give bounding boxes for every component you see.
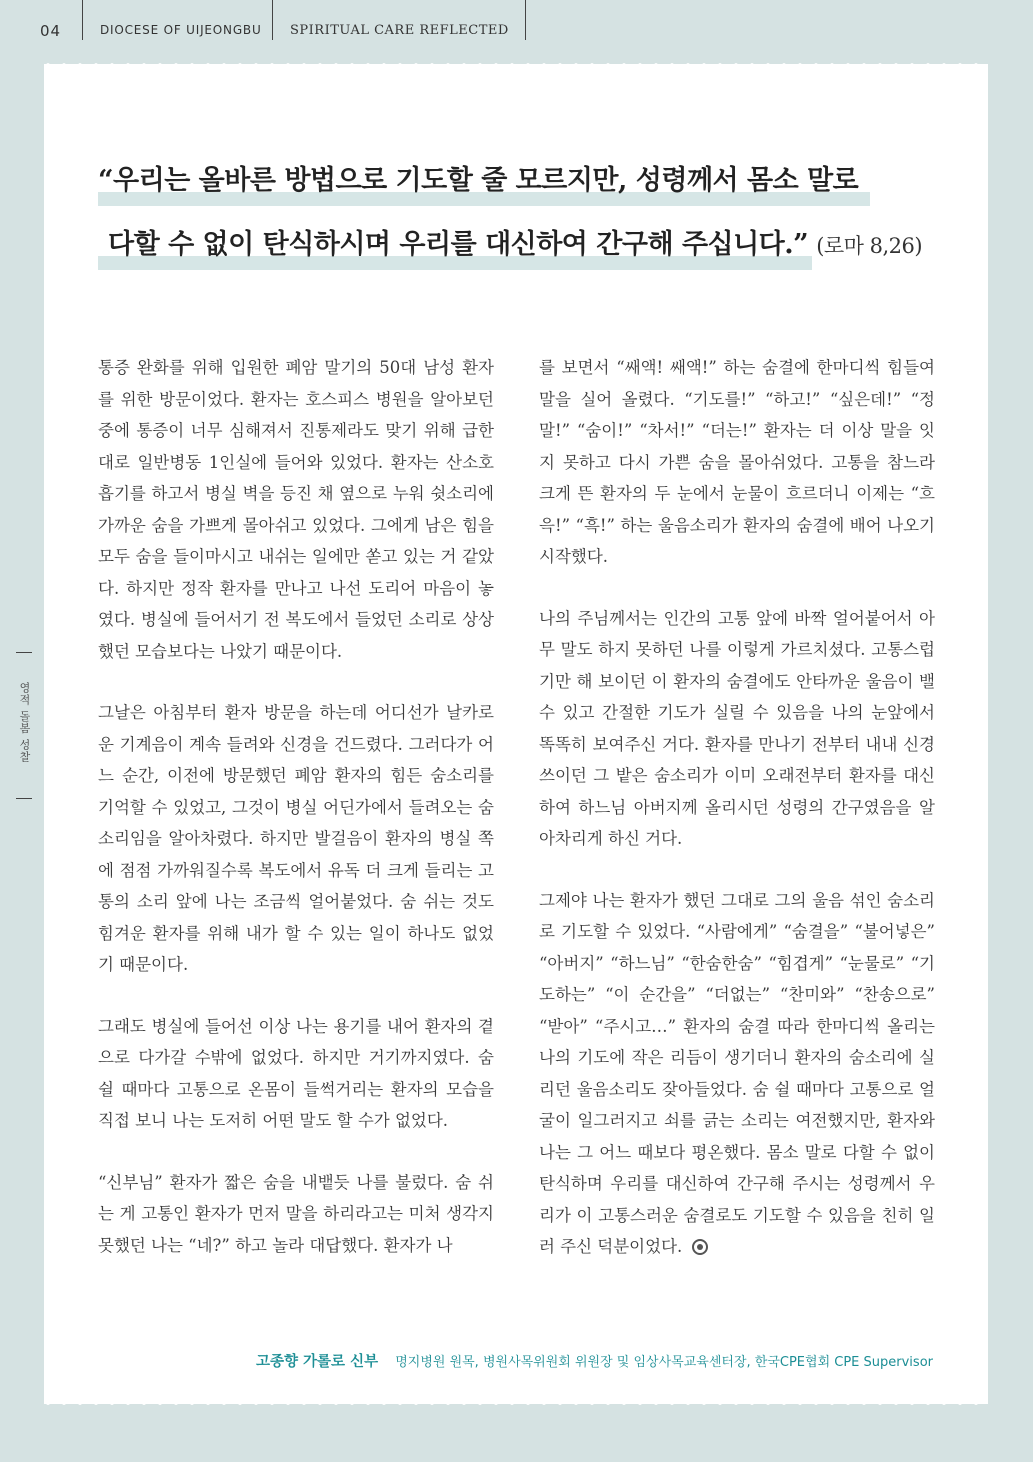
header-divider bbox=[272, 0, 273, 40]
paragraph: 통증 완화를 위해 입원한 폐암 말기의 50대 남성 환자를 위한 방문이었다. 환자는 호스피스 병원을 알아보던 중에 통증이 너무 심해져서 진통제라도 맞기 위해 급한 대로 일반병동 1인실에 들어와 있었다. 환자는 산소호흡기를 하고서 병실 벽을 등진 채 옆으로 누워 쉿소리에 가까운 숨을 가쁘게 몰아쉬고 있었다. 그에게 남은 힘을 모두 숨을 들이마시고 내쉬는 일에만 쏟고 있는 거 같았다. 하지만 정작 환자를 만나고 나선 도리어 마음이 놓였다. 병실에 들어서기 전 복도에서 들었던 소리로 상상했던 모습보다는 나았기 때문이다. bbox=[98, 358, 494, 661]
quote-line-2 bbox=[98, 216, 958, 274]
quote-reference: (로마 8,26) bbox=[816, 234, 923, 258]
author-byline bbox=[256, 1350, 933, 1371]
paper-edge-bottom bbox=[44, 1400, 988, 1410]
side-label-text: 영적 돌봄 성찰 bbox=[18, 682, 31, 763]
scripture-quote bbox=[98, 152, 958, 280]
quote-line-1 bbox=[98, 152, 958, 210]
paragraph: 그날은 아침부터 환자 방문을 하는데 어디선가 날카로운 기계음이 계속 들려와 신경을 건드렸다. 그러다가 어느 순간, 이전에 방문했던 폐암 환자의 힘든 숨소리를 기억할 수 있었고, 그것이 병실 어딘가에서 들려오는 숨소리임을 알아차렸다. 하지만 발걸음이 환자의 병실 쪽에 점점 가까워질수록 복도에서 유독 더 크게 들리는 고통의 소리 앞에 나는 조금씩 얼어붙었다. 숨 쉬는 것도 힘겨운 환자를 위해 내가 할 수 있는 일이 하나도 없었기 때문이다. bbox=[98, 703, 494, 974]
paper-edge-top bbox=[44, 58, 988, 68]
quote-text-2: 다할 수 없이 탄식하시며 우리를 대신하여 간구해 주십니다.” bbox=[108, 229, 809, 260]
side-divider bbox=[16, 652, 32, 653]
publication-name: DIOCESE OF UIJEONGBU bbox=[100, 23, 262, 37]
paragraph-last bbox=[539, 885, 935, 1263]
end-mark-icon bbox=[692, 1239, 708, 1255]
quote-text-1: “우리는 올바른 방법으로 기도할 줄 모르지만, 성령께서 몸소 말로 bbox=[98, 165, 859, 196]
quote-text-2-wrap bbox=[98, 216, 958, 275]
paragraph: 나의 주님께서는 인간의 고통 앞에 바짝 얼어붙어서 아무 말도 하지 못하던 나를 이렇게 가르치셨다. 고통스럽기만 해 보이던 이 환자의 숨결에도 안타까운 울음이 밸 수 있고 간절한 기도가 실릴 수 있음을 나의 눈앞에서 똑똑히 보여주신 거다. 환자를 만나기 전부터 내내 신경 쓰이던 그 밭은 숨소리가 이미 오래전부터 환자를 대신하여 하느님 아버지께 올리시던 성령의 간구였음을 알아차리게 하신 거다. bbox=[539, 608, 935, 848]
side-section-label bbox=[8, 652, 40, 802]
page-header bbox=[0, 0, 1033, 60]
page-number: 04 bbox=[40, 22, 62, 40]
section-name: SPIRITUAL CARE REFLECTED bbox=[290, 23, 509, 38]
side-divider bbox=[16, 798, 32, 799]
author-title: 명지병원 원목, 병원사목위원회 위원장 및 임상사목교육센터장, 한국CPE협회 CPE Supervisor bbox=[395, 1355, 933, 1370]
article-column-left bbox=[98, 352, 494, 1291]
author-name: 고종향 가롤로 신부 bbox=[255, 1354, 379, 1370]
paragraph-last-text: 그제야 나는 환자가 했던 그대로 그의 울음 섞인 숨소리로 기도할 수 있었다. “사람에게” “숨결을” “불어넣은” “아버지” “하느님” “한숨한숨” “힘겹게” “눈물로” “기도하는” “이 순간을” “더없는” “찬미와” “찬송으로” “받아” “주시고…” 환자의 숨결 따라 한마디씩 올리는 나의 기도에 작은 리듬이 생기더니 환자의 숨소리에 실리던 울음소리도 잦아들었다. 숨 쉴 때마다 고통으로 얼굴이 일그러지고 쇠를 긁는 소리는 여전했지만, 환자와 나는 그 어느 때보다 평온했다. 몸소 말로 다할 수 없이 탄식하며 우리를 대신하여 간구해 주시는 성령께서 우리가 이 고통스러운 숨결로도 기도할 수 있음을 친히 일러 주신 덕분이었다. bbox=[539, 890, 935, 1256]
paragraph: “신부님” 환자가 짧은 숨을 내뱉듯 나를 불렀다. 숨 쉬는 게 고통인 환자가 먼저 말을 하리라고는 미처 생각지 못했던 나는 “네?” 하고 놀라 대답했다. 환자가 나 bbox=[98, 1172, 494, 1255]
article-column-right bbox=[539, 352, 935, 1293]
paragraph: 를 보면서 “쌔액! 쌔액!” 하는 숨결에 한마디씩 힘들여 말을 실어 올렸다. “기도를!” “하고!” “싶은데!” “정말!” “숨이!” “차서!” “더는!” 환자는 더 이상 말을 잇지 못하고 다시 가쁜 숨을 몰아쉬었다. 고통을 참느라 크게 뜬 환자의 두 눈에서 눈물이 흐르더니 이제는 “흐윽!” “흑!” 하는 울음소리가 환자의 숨결에 배어 나오기 시작했다. bbox=[539, 358, 935, 566]
header-divider bbox=[525, 0, 526, 40]
paragraph: 그래도 병실에 들어선 이상 나는 용기를 내어 환자의 곁으로 다가갈 수밖에 없었다. 하지만 거기까지였다. 숨 쉴 때마다 고통으로 온몸이 들썩거리는 환자의 모습을 직접 보니 나는 도저히 어떤 말도 할 수가 없었다. bbox=[98, 1016, 494, 1130]
header-divider bbox=[82, 0, 83, 40]
